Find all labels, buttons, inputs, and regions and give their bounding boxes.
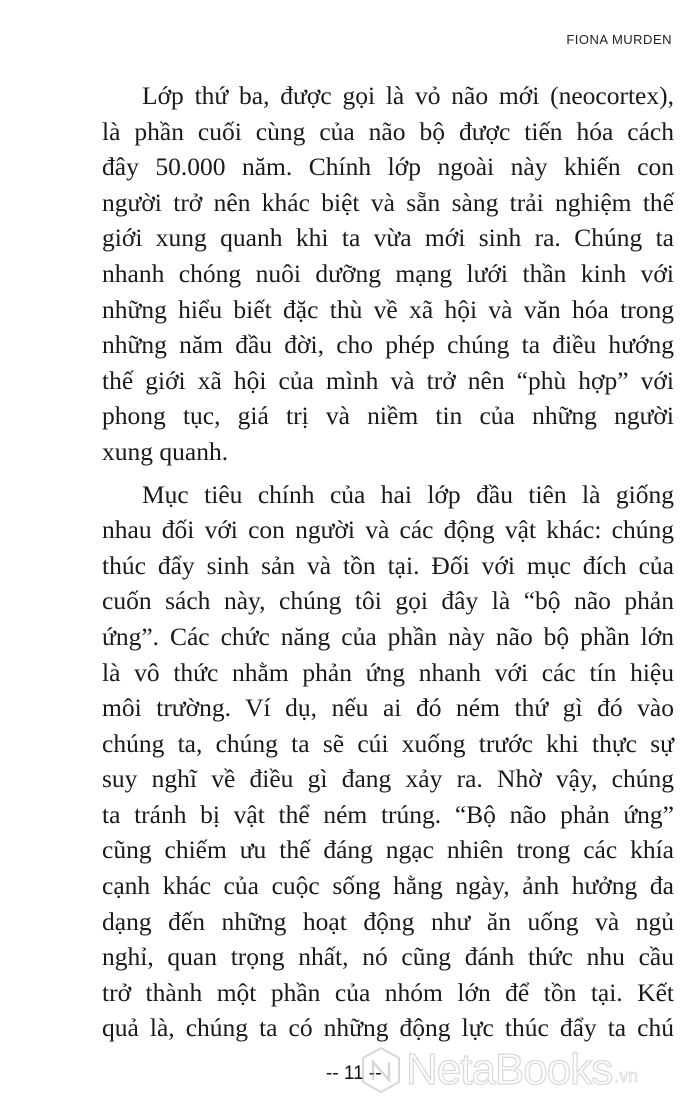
text-line: chúng ta, chúng ta sẽ cúi xuống trước khi thực sự xyxy=(102,728,674,758)
body-text xyxy=(102,78,674,1046)
text-line: nghỉ, quan trọng nhất, nó cũng đánh thức nhu cầu xyxy=(102,942,674,972)
text-line: đây 50.000 năm. Chính lớp ngoài này khiến con xyxy=(102,152,674,182)
text-line: ứng”. Các chức năng của phần này não bộ phần lớn xyxy=(102,621,674,651)
watermark-brand: NetaBooks xyxy=(406,1045,613,1094)
text-line: những hiểu biết đặc thù về xã hội và văn hóa trong xyxy=(102,294,674,324)
text-line: dạng đến những hoạt động như ăn uống và ngủ xyxy=(102,906,674,936)
text-line: phong tục, giá trị và niềm tin của những người xyxy=(102,401,674,431)
text-line: thế giới xã hội của mình và trở nên “phù hợp” với xyxy=(102,365,674,395)
text-line: trở thành một phần của nhóm lớn để tồn tại. Kết xyxy=(102,977,674,1007)
text-line: cuốn sách này, chúng tôi gọi đây là “bộ não phản xyxy=(102,586,674,616)
netabooks-watermark xyxy=(360,1045,638,1095)
text-line: thúc đẩy sinh sản và tồn tại. Đối với mục đích của xyxy=(102,550,674,580)
text-line: Mục tiêu chính của hai lớp đầu tiên là giống xyxy=(142,479,674,509)
text-line: là vô thức nhằm phản ứng nhanh với các tín hiệu xyxy=(102,657,674,687)
text-line: môi trường. Ví dụ, nếu ai đó ném thứ gì đó vào xyxy=(102,693,674,723)
netabooks-logo-icon xyxy=(360,1046,402,1094)
text-line: Lớp thứ ba, được gọi là vỏ não mới (neocortex), xyxy=(142,81,674,110)
text-line: giới xung quanh khi ta vừa mới sinh ra. Chúng ta xyxy=(102,223,674,253)
paragraph xyxy=(102,477,674,1047)
text-line: người trở nên khác biệt và sẵn sàng trải nghiệm thế xyxy=(102,187,674,217)
text-line: ta tránh bị vật thể ném trúng. “Bộ não phản ứng” xyxy=(102,799,674,829)
text-line: quả là, chúng ta có những động lực thúc đẩy ta chú xyxy=(102,1013,674,1043)
text-line: nhau đối với con người và các động vật khác: chúng xyxy=(102,515,674,545)
text-line: suy nghĩ về điều gì đang xảy ra. Nhờ vậy, chúng xyxy=(102,764,674,794)
text-line: xung quanh. xyxy=(102,436,229,466)
text-line: nhanh chóng nuôi dưỡng mạng lưới thần kinh với xyxy=(102,258,674,288)
text-line: những năm đầu đời, cho phép chúng ta điều hướng xyxy=(102,330,674,360)
text-line: cũng chiếm ưu thế đáng ngạc nhiên trong các khía xyxy=(102,835,674,865)
text-line: là phần cuối cùng của não bộ được tiến hóa cách xyxy=(102,116,674,146)
running-header-author: FIONA MURDEN xyxy=(566,32,672,47)
page-number: -- 11 -- xyxy=(326,1063,382,1084)
paragraph xyxy=(102,78,674,470)
text-line: cạnh khác của cuộc sống hằng ngày, ảnh hưởng đa xyxy=(102,871,674,901)
watermark-tld: .vn xyxy=(614,1066,639,1086)
